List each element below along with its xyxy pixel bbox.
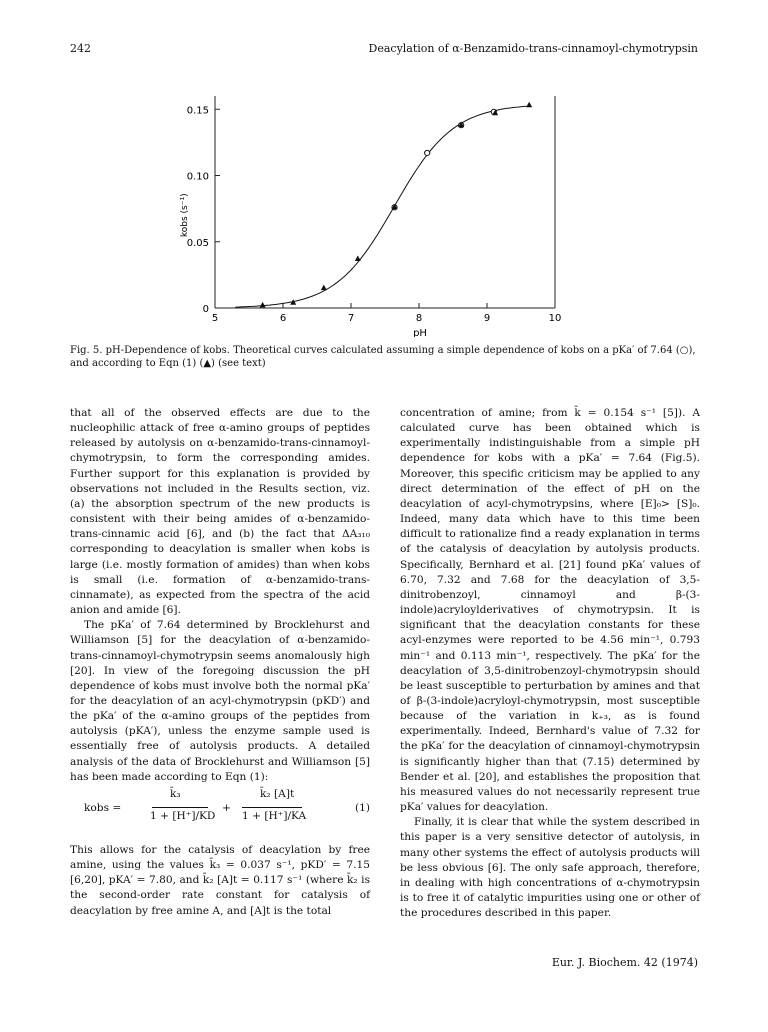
equation-number: (1) <box>354 801 370 814</box>
left-paragraph-2: The pKa′ of 7.64 determined by Brocklehurst and Williamson [5] for the deacylation of α-benzamido-trans-cinnamoyl-chymotrypsin seems anomalously high [20]. In view of the foregoing discussion the pH dependence of kobs must involve both the normal pKa′ for the deacylation of an acyl-chymotrypsin (pKD′) and the pKa′ of the α-amino groups of the peptides from autolysis (pKA′), unless the enzyme sample used is essentially free of autolysis products. A detailed analysis of the data of Brocklehurst and Williamson [5] has been made according to Eqn (1): <box>70 619 370 783</box>
equation-denominator-2: 1 + [H⁺]/KA <box>242 809 307 822</box>
left-column <box>70 406 370 919</box>
theoretical-curve <box>235 106 531 307</box>
equation-denominator-1: 1 + [H⁺]/KD <box>150 809 216 822</box>
equation-plus: + <box>222 801 231 814</box>
x-tick-label: 9 <box>483 313 491 324</box>
triangle-point <box>526 102 532 108</box>
y-tick-label: 0.05 <box>186 237 209 249</box>
triangle-point <box>355 255 361 261</box>
equation-numerator-2: k̄₂ [A]t <box>260 787 295 800</box>
equation-numerator-1: k̄₃ <box>170 787 181 800</box>
left-paragraph-3: This allows for the catalysis of deacylation by free amine, using the values k̄₃ = 0.037 s⁻¹, pKD′ = 7.15 [6,20], pKA′ = 7.80, and k̄₂ [A]t = 0.117 s⁻¹ (where k̄₂ is the second-order rate constant for catalysis of deacylation by free amine A, and [A]t is the total <box>70 843 370 917</box>
running-head: Deacylation of α-Benzamido-trans-cinnamoyl-chymotrypsin <box>368 42 698 55</box>
y-tick-label: 0.10 <box>186 171 209 183</box>
x-tick-label: 8 <box>415 313 423 324</box>
triangle-point <box>321 285 327 291</box>
page-number: 242 <box>70 42 91 55</box>
figure-caption: Fig. 5. pH-Dependence of kobs. Theoretical curves calculated assuming a simple dependence of kobs on a pKa′ of 7.64 (○), and according to Eqn (1) (▲) (see text) <box>70 345 696 369</box>
y-tick-label: 0 <box>202 304 209 315</box>
x-tick-label: 6 <box>279 313 287 324</box>
x-tick-label: 7 <box>347 313 355 324</box>
right-paragraph-2: Finally, it is clear that while the system described in this paper is a very sensitive detector of autolysis, in many other systems the effect of autolysis products will be less obvious [6]. The only safe approach, therefore, in dealing with high concentrations of α-chymotrypsin is to free it of catalytic impurities using one or other of the procedures described in this paper. <box>400 816 700 920</box>
y-axis-label: kobs (s⁻¹) <box>180 193 190 238</box>
right-column <box>400 406 700 921</box>
circle-point <box>425 150 430 155</box>
right-paragraph-1: concentration of amine; from k̄ = 0.154 s⁻¹ [5]). A calculated curve has been obtained which is experimentally indistinguishable from a simple pH dependence for kobs with a pKa′ = 7.64 (Fig.5). Moreover, this specific criticism may be applied to any direct determination of the effect of pH on the deacylation of acyl-chymotrypsins, where [E]₀> [S]₀. Indeed, many data which have to this time been difficult to rationalize find a ready explanation in terms of the catalysis of deacylation by autolysis products. Specifically, Bernhard et al. [21] found pKa′ values of 6.70, 7.32 and 7.68 for the deacylation of 3,5-dinitrobenzoyl, cinnamoyl and β-(3-indole)acryloylderivatives of chymotrypsin. It is significant that the deacylation constants for these acyl-enzymes were reported to be 4.56 min⁻¹, 0.793 min⁻¹ and 0.113 min⁻¹, respectively. The pKa′ for the deacylation of 3,5-dinitrobenzoyl-chymotrypsin should be least susceptible to perturbation by amines and that of β-(3-indole)acryloyl-chymotrypsin, most susceptible because of the variation in k₊₃, as is found experimentally. Indeed, Bernhard's value of 7.32 for the pKa′ for the deacylation of cinnamoyl-chymotrypsin is significantly higher than that (7.15) determined by Bender et al. [20], and establishes the proposition that his measured values do not necessarily represent true pKa′ values for deacylation. <box>400 407 700 814</box>
equation-1 <box>70 789 370 837</box>
triangle-point <box>260 302 266 308</box>
y-tick-label: 0.15 <box>186 105 209 117</box>
journal-footer: Eur. J. Biochem. 42 (1974) <box>551 956 698 969</box>
x-tick-label: 5 <box>211 313 219 324</box>
ph-dependence-chart <box>120 82 590 337</box>
equation-lhs: kobs = <box>84 801 122 814</box>
x-axis-label: pH <box>413 328 427 337</box>
left-paragraph-1: that all of the observed effects are due to the nucleophilic attack of free α-amino groups of peptides released by autolysis on α-benzamido-trans-cinnamoyl-chymotrypsin, to form the corresponding amides. Further support for this explanation is provided by observations not included in the Results section, viz. (a) the absorption spectrum of the new products is consistent with their being amides of α-benzamido-trans-cinnamic acid [6], and (b) the fact that ΔA₃₁₀ corresponding to deacylation is smaller when kobs is large (i.e. mostly formation of amides) than when kobs is small (i.e. formation of α-benzamido-trans-cinnamate), as expected from the spectra of the acid anion and amide [6]. <box>70 407 370 617</box>
x-tick-label: 10 <box>548 313 562 324</box>
